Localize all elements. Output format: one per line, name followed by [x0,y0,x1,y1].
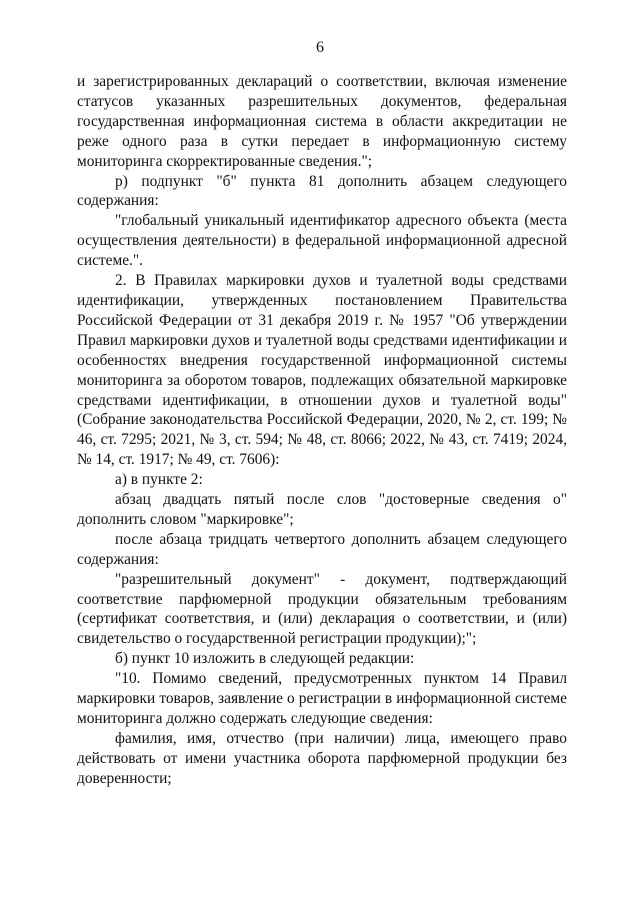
paragraph: "разрешительный документ" - документ, подтверждающий соответствие парфюмерной продукции обязательным требованиям (сертификат соответствия, и (или) декларация о соответствии, и (или) свидетельство о государственной регистрации продукции);"; [77,570,567,648]
document-body [77,72,567,789]
paragraph: 2. В Правилах маркировки духов и туалетной воды средствами идентификации, утвержденных постановлением Правительства Российской Федерации от 31 декабря 2019 г. № 1957 "Об утверждении Правил маркировки духов и туалетной воды средствами идентификации и особенностях внедрения государственной информационной системы мониторинга за оборотом товаров, подлежащих обязательной маркировке средствами идентификации, в отношении духов и туалетной воды" (Собрание законодательства Российской Федерации, 2020, № 2, ст. 199; № 46, ст. 7295; 2021, № 3, ст. 594; № 48, ст. 8066; 2022, № 43, ст. 7419; 2024, № 14, ст. 1917; № 49, ст. 7606): [77,272,567,469]
paragraph: фамилия, имя, отчество (при наличии) лица, имеющего право действовать от имени участника оборота парфюмерной продукции без доверенности; [77,729,567,787]
paragraph: б) пункт 10 изложить в следующей редакции: [115,650,415,668]
paragraph: абзац двадцать пятый после слов "достоверные сведения о" дополнить словом "маркировке"; [77,491,567,528]
paragraph: "глобальный уникальный идентификатор адресного объекта (места осуществления деятельности) в федеральной информационной адресной системе.". [77,212,567,270]
page-number: 6 [316,39,324,56]
paragraph: а) в пункте 2: [115,471,203,489]
paragraph: "10. Помимо сведений, предусмотренных пунктом 14 Правил маркировки товаров, заявление о регистрации в информационной системе мониторинга должно содержать следующие сведения: [77,670,567,727]
paragraph: и зарегистрированных деклараций о соответствии, включая изменение статусов указанных разрешительных документов, федеральная государственная информационная система в области аккредитации не реже одного раза в сутки передает в информационную систему мониторинга скорректированные сведения."; [77,73,567,170]
paragraph: р) подпункт "б" пункта 81 дополнить абзацем следующего содержания: [77,172,567,210]
paragraph: после абзаца тридцать четвертого дополнить абзацем следующего содержания: [77,530,567,568]
